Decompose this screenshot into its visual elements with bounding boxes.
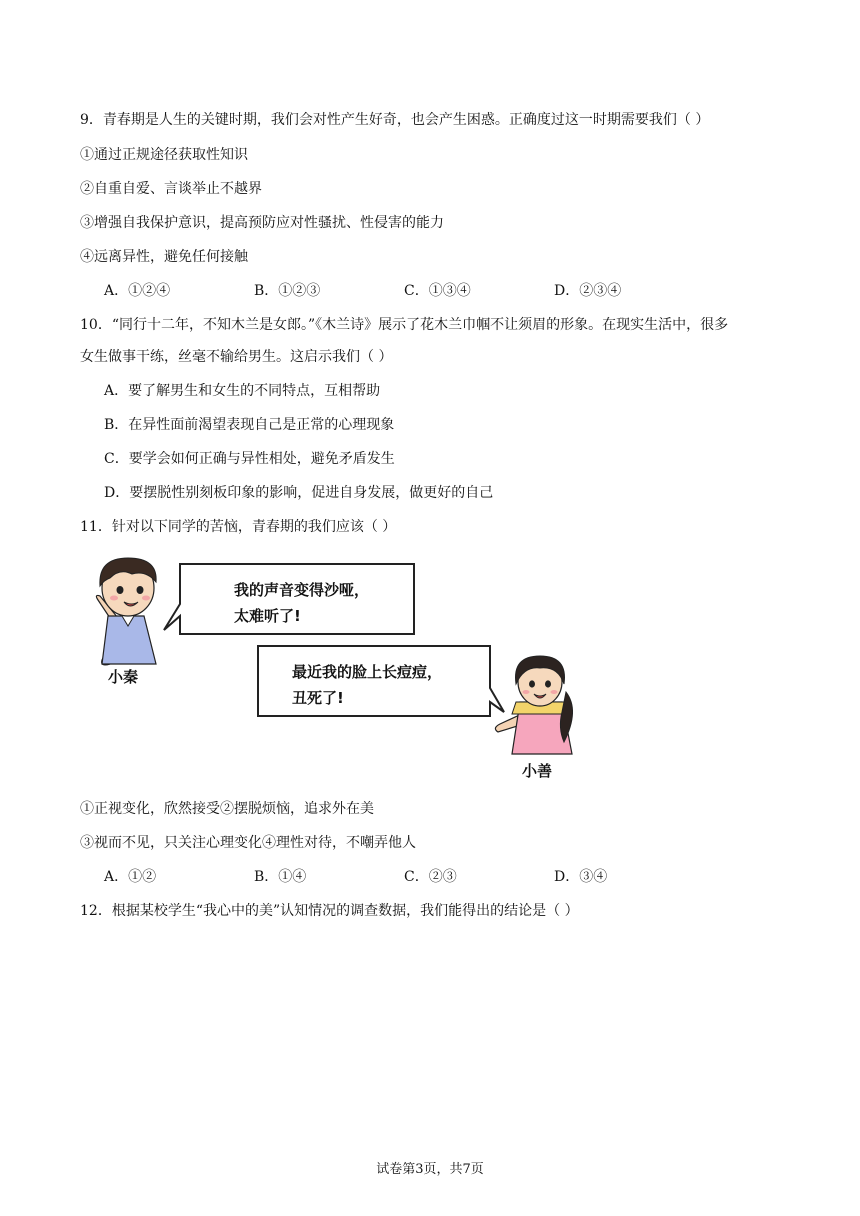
girl-name: 小善 (522, 762, 553, 780)
q11-items-line1: ①正视变化，欣然接受②摆脱烦恼，追求外在美 (80, 801, 374, 817)
q11-option-c[interactable]: C．②③ (404, 869, 457, 885)
q11-option-d[interactable]: D．③④ (554, 869, 608, 885)
q9-stem: 9．青春期是人生的关键时期，我们会对性产生好奇，也会产生困惑。正确度过这一时期需要我们（ ） (80, 112, 710, 128)
girl-figure (495, 656, 572, 754)
boy-name: 小秦 (108, 668, 139, 686)
q9-option-a[interactable]: A．①②④ (104, 283, 171, 299)
q11-option-a[interactable]: A．①② (104, 869, 157, 885)
q9-item-3: ③增强自我保护意识，提高预防应对性骚扰、性侵害的能力 (80, 215, 444, 231)
cartoon-illustration (80, 552, 600, 784)
q12-stem: 12．根据某校学生“我心中的美”认知情况的调查数据，我们能得出的结论是（ ） (80, 903, 579, 919)
q10-stem-line2: 女生做事干练，丝毫不输给男生。这启示我们（ ） (80, 349, 393, 365)
q11-stem: 11．针对以下同学的苦恼，青春期的我们应该（ ） (80, 519, 397, 535)
q10-stem-line1: 10．“同行十二年，不知木兰是女郎。”《木兰诗》展示了花木兰巾帼不让须眉的形象。在现实生活中，很多 (80, 317, 729, 333)
boy-speech-line2: 太难听了! (234, 607, 301, 625)
q9-option-c[interactable]: C．①③④ (404, 283, 471, 299)
q11-options (104, 867, 704, 887)
girl-speech-line1: 最近我的脸上长痘痘， (292, 663, 443, 681)
q11-items-line2: ③视而不见，只关注心理变化④理性对待，不嘲弄他人 (80, 835, 416, 851)
q10-option-b[interactable]: B．在异性面前渴望表现自己是正常的心理现象 (104, 417, 395, 433)
q9-option-d[interactable]: D．②③④ (554, 283, 622, 299)
boy-figure (96, 558, 156, 665)
q9-item-1: ①通过正规途径获取性知识 (80, 147, 248, 163)
girl-speech-line2: 丑死了! (292, 689, 344, 707)
boy-speech-line1: 我的声音变得沙哑， (234, 581, 370, 599)
q9-item-4: ④远离异性，避免任何接触 (80, 249, 248, 265)
q11-option-b[interactable]: B．①④ (254, 869, 307, 885)
page-footer: 试卷第3页，共7页 (376, 1162, 484, 1177)
q10-option-c[interactable]: C．要学会如何正确与异性相处，避免矛盾发生 (104, 451, 395, 467)
q9-item-2: ②自重自爱、言谈举止不越界 (80, 181, 262, 197)
q10-option-d[interactable]: D．要摆脱性别刻板印象的影响，促进自身发展，做更好的自己 (104, 485, 494, 501)
q10-option-a[interactable]: A．要了解男生和女生的不同特点，互相帮助 (104, 383, 381, 399)
q11-cartoon (80, 552, 600, 784)
q9-option-b[interactable]: B．①②③ (254, 283, 321, 299)
q9-options (104, 281, 704, 301)
